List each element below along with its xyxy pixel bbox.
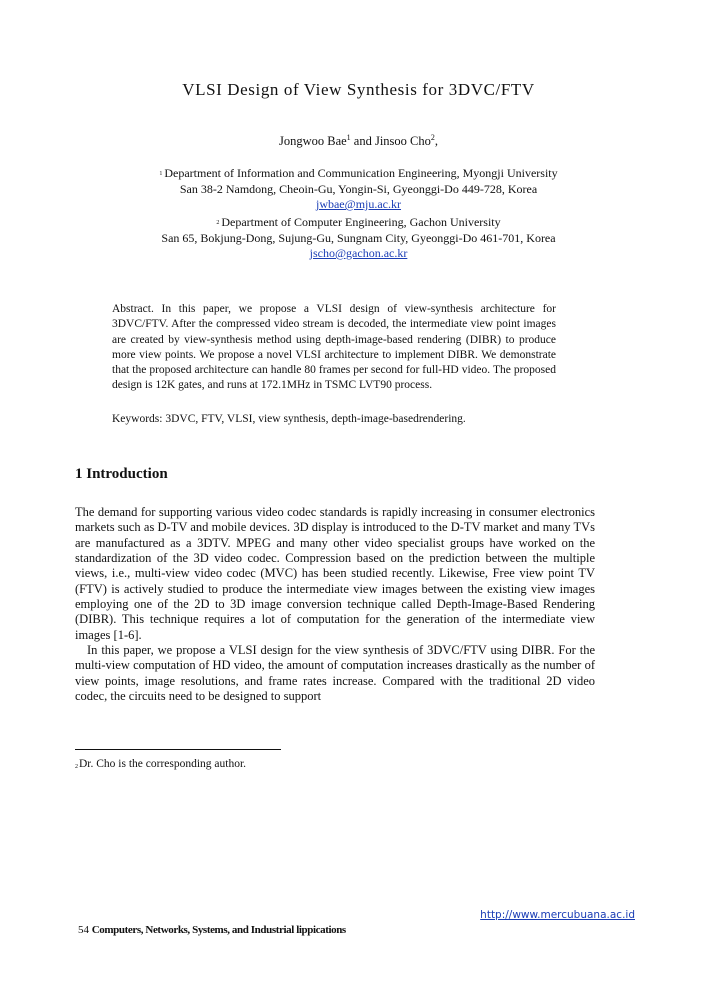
page-footer	[78, 924, 346, 936]
author-2-mark: 2	[430, 133, 435, 142]
section-heading: 1 Introduction	[75, 466, 168, 482]
affiliation-2-email-link[interactable]: jscho@gachon.ac.kr	[309, 246, 408, 260]
footer-url[interactable]	[480, 909, 635, 921]
author-1-mark: 1	[346, 133, 351, 142]
paper-title: VLSI Design of View Synthesis for 3DVC/FTV	[182, 80, 535, 99]
affiliation-2-address: San 65, Bokjung-Dong, Sujung-Gu, Sungnam City, Gyeonggi-Do 461-701, Korea	[161, 231, 556, 245]
paragraph-1: The demand for supporting various video codec standards is rapidly increasing in consumer electronics markets such as D-TV and mobile devices. 3D display is introduced to the D-TV market and many TVs are manufactured as a 3DTV. MPEG and many other video specialist groups have worked on the standardization of the 3D video codec. Compression based on the prediction between the multiple views, i.e., multi-view video codec (MVC) has been studied recently. Likewise, Free view point TV (FTV) is actively studied to produce the intermediate view images between the existing view images employing one of the 2D to 3D image conversion technique called Depth-Image-Based Rendering (DIBR). This technique requires a lot of computation for the generation of the intermediate view images [1-6].	[75, 505, 595, 642]
paragraph-2: In this paper, we propose a VLSI design for the view synthesis of 3DVC/FTV using DIBR. For the multi-view computation of HD video, the amount of computation increases drastically as the number of view points, image resolutions, and frame rates increase. Compared with the traditional 2D video codec, the circuits need to be designed to support	[75, 643, 595, 704]
keywords: Keywords: 3DVC, FTV, VLSI, view synthesis, depth-image-basedrendering.	[112, 413, 466, 425]
footnote-divider	[75, 749, 281, 750]
affiliation-2-mark: 2	[216, 220, 220, 226]
affiliation-2-dept: $^2$ Department of Computer Engineering, Gachon University	[216, 215, 501, 229]
author-2: and Jinsoo Cho	[350, 134, 431, 149]
affiliation-2	[0, 215, 717, 261]
affiliation-1-address: San 38-2 Namdong, Cheoin-Gu, Yongin-Si, Gyeonggi-Do 449-728, Korea	[179, 182, 538, 196]
publication-name: Computers, Networks, Systems, and Industrial lippications	[91, 924, 346, 936]
author-line-end: ,	[434, 134, 439, 149]
author-line	[0, 133, 717, 149]
author-1: Jongwoo Bae	[278, 134, 347, 149]
body-text	[75, 505, 595, 704]
footnote-text: Dr. Cho is the corresponding author.	[79, 758, 247, 770]
footnote-mark: 2	[75, 764, 78, 770]
footnote	[75, 758, 246, 770]
affiliation-1-dept: $^1$ Department of Information and Communication Engineering, Myongji University	[159, 166, 558, 180]
footer-url-link[interactable]: http://www.mercubuana.ac.id	[480, 909, 635, 921]
abstract: Abstract. In this paper, we propose a VLSI design of view-synthesis architecture for 3DVC/FTV. After the compressed video stream is decoded, the intermediate view point images are created by view-synthesis method using depth-image-based rendering (DIBR) to produce more view points. We propose a novel VLSI architecture to implement DIBR. We demonstrate that the proposed architecture can handle 80 frames per second for full-HD video. The proposed design is 12K gates, and runs at 172.1MHz in TSMC LVT90 process.	[112, 303, 556, 392]
affiliation-1	[0, 166, 717, 212]
affiliation-1-email-link[interactable]: jwbae@mju.ac.kr	[315, 197, 402, 211]
affiliation-1-mark: 1	[159, 171, 163, 177]
page-number: 54	[78, 924, 89, 936]
